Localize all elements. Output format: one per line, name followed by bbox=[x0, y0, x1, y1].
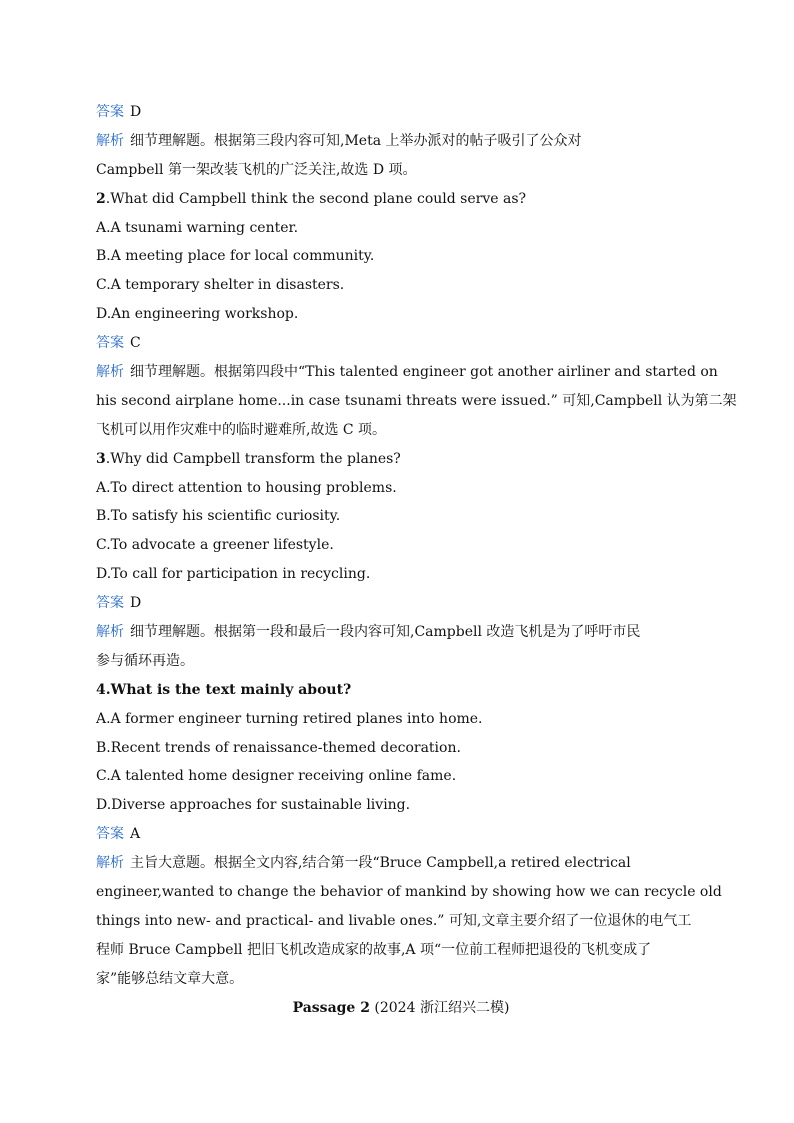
question-number: 2 bbox=[96, 190, 106, 207]
analysis-line bbox=[96, 416, 706, 445]
answer-value: C bbox=[130, 335, 141, 352]
analysis-text: 细节理解题。根据第三段内容可知,Meta 上举办派对的帖子吸引了公众对 bbox=[130, 132, 582, 149]
answer-line-q2 bbox=[96, 329, 706, 358]
option-c: C.A talented home designer receiving online fame. bbox=[96, 768, 457, 785]
analysis-label: 解析 bbox=[96, 624, 124, 641]
option-b: B.Recent trends of renaissance-themed decoration. bbox=[96, 739, 461, 756]
passage-source: (2024 浙江绍兴二模) bbox=[374, 999, 510, 1016]
analysis-line bbox=[96, 878, 722, 907]
question-number: 4 bbox=[96, 681, 106, 698]
analysis-text: 主旨大意题。根据全文内容,结合第一段“Bruce Campbell,a retired electrical bbox=[130, 855, 631, 872]
content-column bbox=[96, 98, 737, 1023]
answer-label: 答案 bbox=[96, 335, 124, 352]
analysis-line bbox=[96, 618, 706, 647]
analysis-line bbox=[96, 647, 706, 676]
option-a: A.A former engineer turning retired planes into home. bbox=[96, 710, 483, 727]
option-d: D.To call for participation in recycling. bbox=[96, 566, 371, 583]
analysis-text: 细节理解题。根据第四段中“This talented engineer got another airliner and started on bbox=[130, 364, 718, 381]
question-text: .What is the text mainly about? bbox=[105, 681, 352, 698]
question-number: 3 bbox=[96, 450, 106, 467]
analysis-label: 解析 bbox=[96, 364, 124, 381]
analysis-label: 解析 bbox=[96, 132, 124, 149]
analysis-text: his second airplane home...in case tsunami threats were issued.” 可知,Campbell 认为第二架 bbox=[96, 392, 737, 409]
option-d: D.Diverse approaches for sustainable living. bbox=[96, 797, 411, 814]
option-b: B.To satisfy his scientific curiosity. bbox=[96, 508, 341, 525]
analysis-line bbox=[96, 387, 737, 416]
analysis-text: 程师 Bruce Campbell 把旧飞机改造成家的故事,A 项“一位前工程师把退役的飞机变成了 bbox=[96, 941, 652, 958]
analysis-text: 细节理解题。根据第一段和最后一段内容可知,Campbell 改造飞机是为了呼吁市民 bbox=[130, 624, 641, 641]
answer-line-q1 bbox=[96, 98, 706, 127]
passage-title: Passage 2 bbox=[292, 999, 370, 1016]
analysis-line bbox=[96, 849, 706, 878]
answer-value: D bbox=[130, 104, 142, 120]
option-a: A.To direct attention to housing problems. bbox=[96, 479, 397, 496]
option-c: C.A temporary shelter in disasters. bbox=[96, 277, 345, 294]
analysis-text: 飞机可以用作灾难中的临时避难所,故选 C 项。 bbox=[96, 421, 387, 438]
analysis-text: engineer,wanted to change the behavior of mankind by showing how we can recycle old bbox=[96, 884, 722, 901]
analysis-line bbox=[96, 907, 706, 936]
analysis-label: 解析 bbox=[96, 855, 124, 872]
question-q2 bbox=[96, 185, 706, 214]
analysis-text: things into new- and practical- and livable ones.” 可知,文章主要介绍了一位退休的电气工 bbox=[96, 912, 692, 929]
analysis-line bbox=[96, 358, 718, 387]
analysis-line bbox=[96, 965, 706, 994]
answer-label: 答案 bbox=[96, 826, 124, 843]
option-d: D.An engineering workshop. bbox=[96, 306, 299, 323]
analysis-line bbox=[96, 936, 706, 965]
question-q3 bbox=[96, 445, 706, 474]
option-c: C.To advocate a greener lifestyle. bbox=[96, 537, 334, 554]
answer-value: A bbox=[130, 826, 141, 843]
analysis-text: Campbell 第一架改装飞机的广泛关注,故选 D 项。 bbox=[96, 161, 417, 178]
question-q4 bbox=[96, 676, 706, 705]
option-b: B.A meeting place for local community. bbox=[96, 248, 375, 265]
analysis-line bbox=[96, 156, 706, 185]
analysis-line bbox=[96, 127, 706, 156]
analysis-text: 家”能够总结文章大意。 bbox=[96, 970, 244, 987]
answer-line-q4 bbox=[96, 820, 706, 849]
answer-value: D bbox=[130, 595, 142, 612]
question-text: .What did Campbell think the second plane could serve as? bbox=[105, 190, 527, 207]
answer-label: 答案 bbox=[96, 104, 124, 120]
answer-label: 答案 bbox=[96, 595, 124, 612]
answer-line-q3 bbox=[96, 589, 706, 618]
passage-heading bbox=[96, 994, 706, 1023]
option-a: A.A tsunami warning center. bbox=[96, 219, 299, 236]
analysis-text: 参与循环再造。 bbox=[96, 652, 194, 669]
question-text: .Why did Campbell transform the planes? bbox=[105, 450, 401, 467]
